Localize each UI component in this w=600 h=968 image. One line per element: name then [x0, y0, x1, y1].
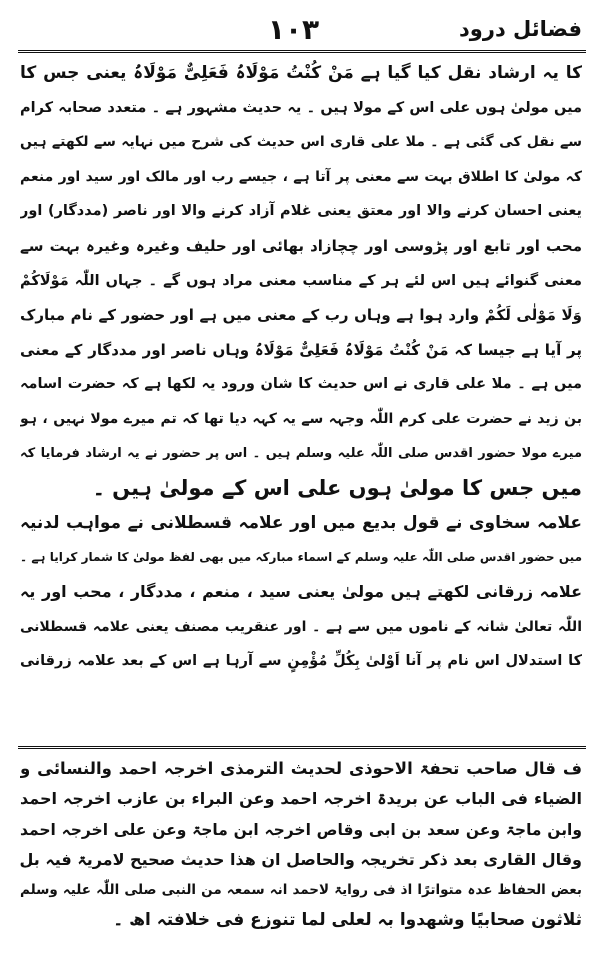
footnote-line: الضیاء فی الباب عن بریدۃ اخرجہ احمد وعن البراء بن عازب اخرجہ احمد	[20, 789, 582, 809]
footnote-line: ف قال صاحب تحفۃ الاحوذی لحدیث الترمذی اخرجہ احمد والنسائی و	[20, 759, 582, 778]
body-line: بن زید نے حضرت علی کرم اللّٰہ وجہہ سے یہ کہہ دیا تھا کہ تم میرے مولا نہیں ، ہو	[20, 410, 582, 427]
body-line: وَلَا مَوْلٰی لَکُمْ وارد ہوا ہے وہاں رب کے معنی میں ہے اور حضور کے نام مبارک	[20, 306, 582, 325]
page-title: فضائل درود	[459, 17, 582, 41]
page-number: ۱۰۳	[267, 12, 320, 46]
body-line: اللّٰہ تعالیٰ شانہ کے ناموں میں سے ہے ۔ اور عنقریب مصنف یعنی علامہ قسطلانی	[20, 618, 582, 635]
body-line: سے نقل کی گئی ہے ۔ ملا علی قاری اس حدیث کی شرح میں نہایہ سے لکھتے ہیں	[20, 134, 582, 151]
footnote-line: وابن ماجۃ وعن سعد بن ابی وقاص اخرجہ ابن ماجۃ وعن علی اخرجہ احمد	[20, 820, 582, 839]
page-header	[18, 8, 582, 50]
body-line: کا استدلال اس نام پر آنا اَوْلیٰ بِکُلِّ مُؤْمِنٍ سے آرہا ہے اس کے بعد علامہ زرقانی	[20, 653, 582, 670]
footnote-text	[20, 754, 582, 936]
body-line: میں جس کا مولیٰ ہوں علی اس کے مولیٰ ہیں ۔	[92, 476, 582, 501]
footnote-line: بعض الحفاظ عدہ متواترًا اذ فی روایۃ لاحمد انہ سمعہ من النبی صلی اللّٰہ علیہ وسلم	[20, 882, 582, 899]
body-line: کہ مولیٰ کا اطلاق بہت سے معنی پر آتا ہے ، جیسے رب اور مالک اور سید اور منعم	[20, 168, 582, 185]
body-line: میرے مولا حضور اقدس صلی اللّٰہ علیہ وسلم ہیں ۔ اس پر حضور نے یہ ارشاد فرمایا کہ	[20, 445, 582, 461]
body-line: پر آیا ہے جیسا کہ مَنْ کُنْتُ مَوْلَاہُ فَعَلِیٌّ مَوْلَاہُ وہاں ناصر اور مددگار کے معنی	[20, 340, 582, 359]
body-line: میں مولیٰ ہوں علی اس کے مولا ہیں ۔ یہ حدیث مشہور ہے ۔ متعدد صحابہ کرام	[20, 99, 582, 116]
body-line: کا یہ ارشاد نقل کیا گیا ہے مَنْ کُنْتُ مَوْلَاہُ فَعَلِیٌّ مَوْلَاہُ یعنی جس کا	[20, 63, 582, 83]
footnote-line: وقال القاری بعد ذکر تخریجہ والحاصل ان ھذا حدیث صحیح لامریۃ فیہ بل	[20, 849, 582, 869]
body-line: علامہ سخاوی نے قول بدیع میں اور علامہ قسطلانی نے مواہب لدنیہ	[20, 512, 582, 533]
footnote-divider	[18, 746, 586, 749]
body-text	[20, 56, 582, 679]
body-line: محب اور تابع اور پڑوسی اور چچازاد بھائی اور حلیف وغیرہ وغیرہ بہت سے	[20, 236, 582, 255]
body-line: معنی گنوائے ہیں اس لئے ہر کے مناسب معنی مراد ہوں گے ۔ جہاں اللّٰہ مَوْلَاکُمْ	[20, 272, 582, 289]
body-line: میں ہے ۔ ملا علی قاری نے اس حدیث کا شان ورود یہ لکھا ہے کہ حضرت اسامہ	[20, 376, 582, 393]
body-line: میں حضور اقدس صلی اللّٰہ علیہ وسلم کے اسماء مبارکہ میں بھی لفظ مولیٰ کا شمار کرایا ہے ۔	[20, 550, 582, 565]
body-line: یعنی احسان کرنے والا اور معتق یعنی غلام آزاد کرنے والا اور ناصر (مددگار) اور	[20, 203, 582, 220]
body-line: علامہ زرقانی لکھتے ہیں مولیٰ یعنی سید ، منعم ، مددگار ، محب اور یہ	[20, 581, 582, 601]
header-divider	[18, 50, 586, 53]
footnote-line: ثلاثون صحابیًا وشھدوا بہ لعلی لما تنوزع فی خلافتہ اھ ۔	[113, 910, 582, 931]
